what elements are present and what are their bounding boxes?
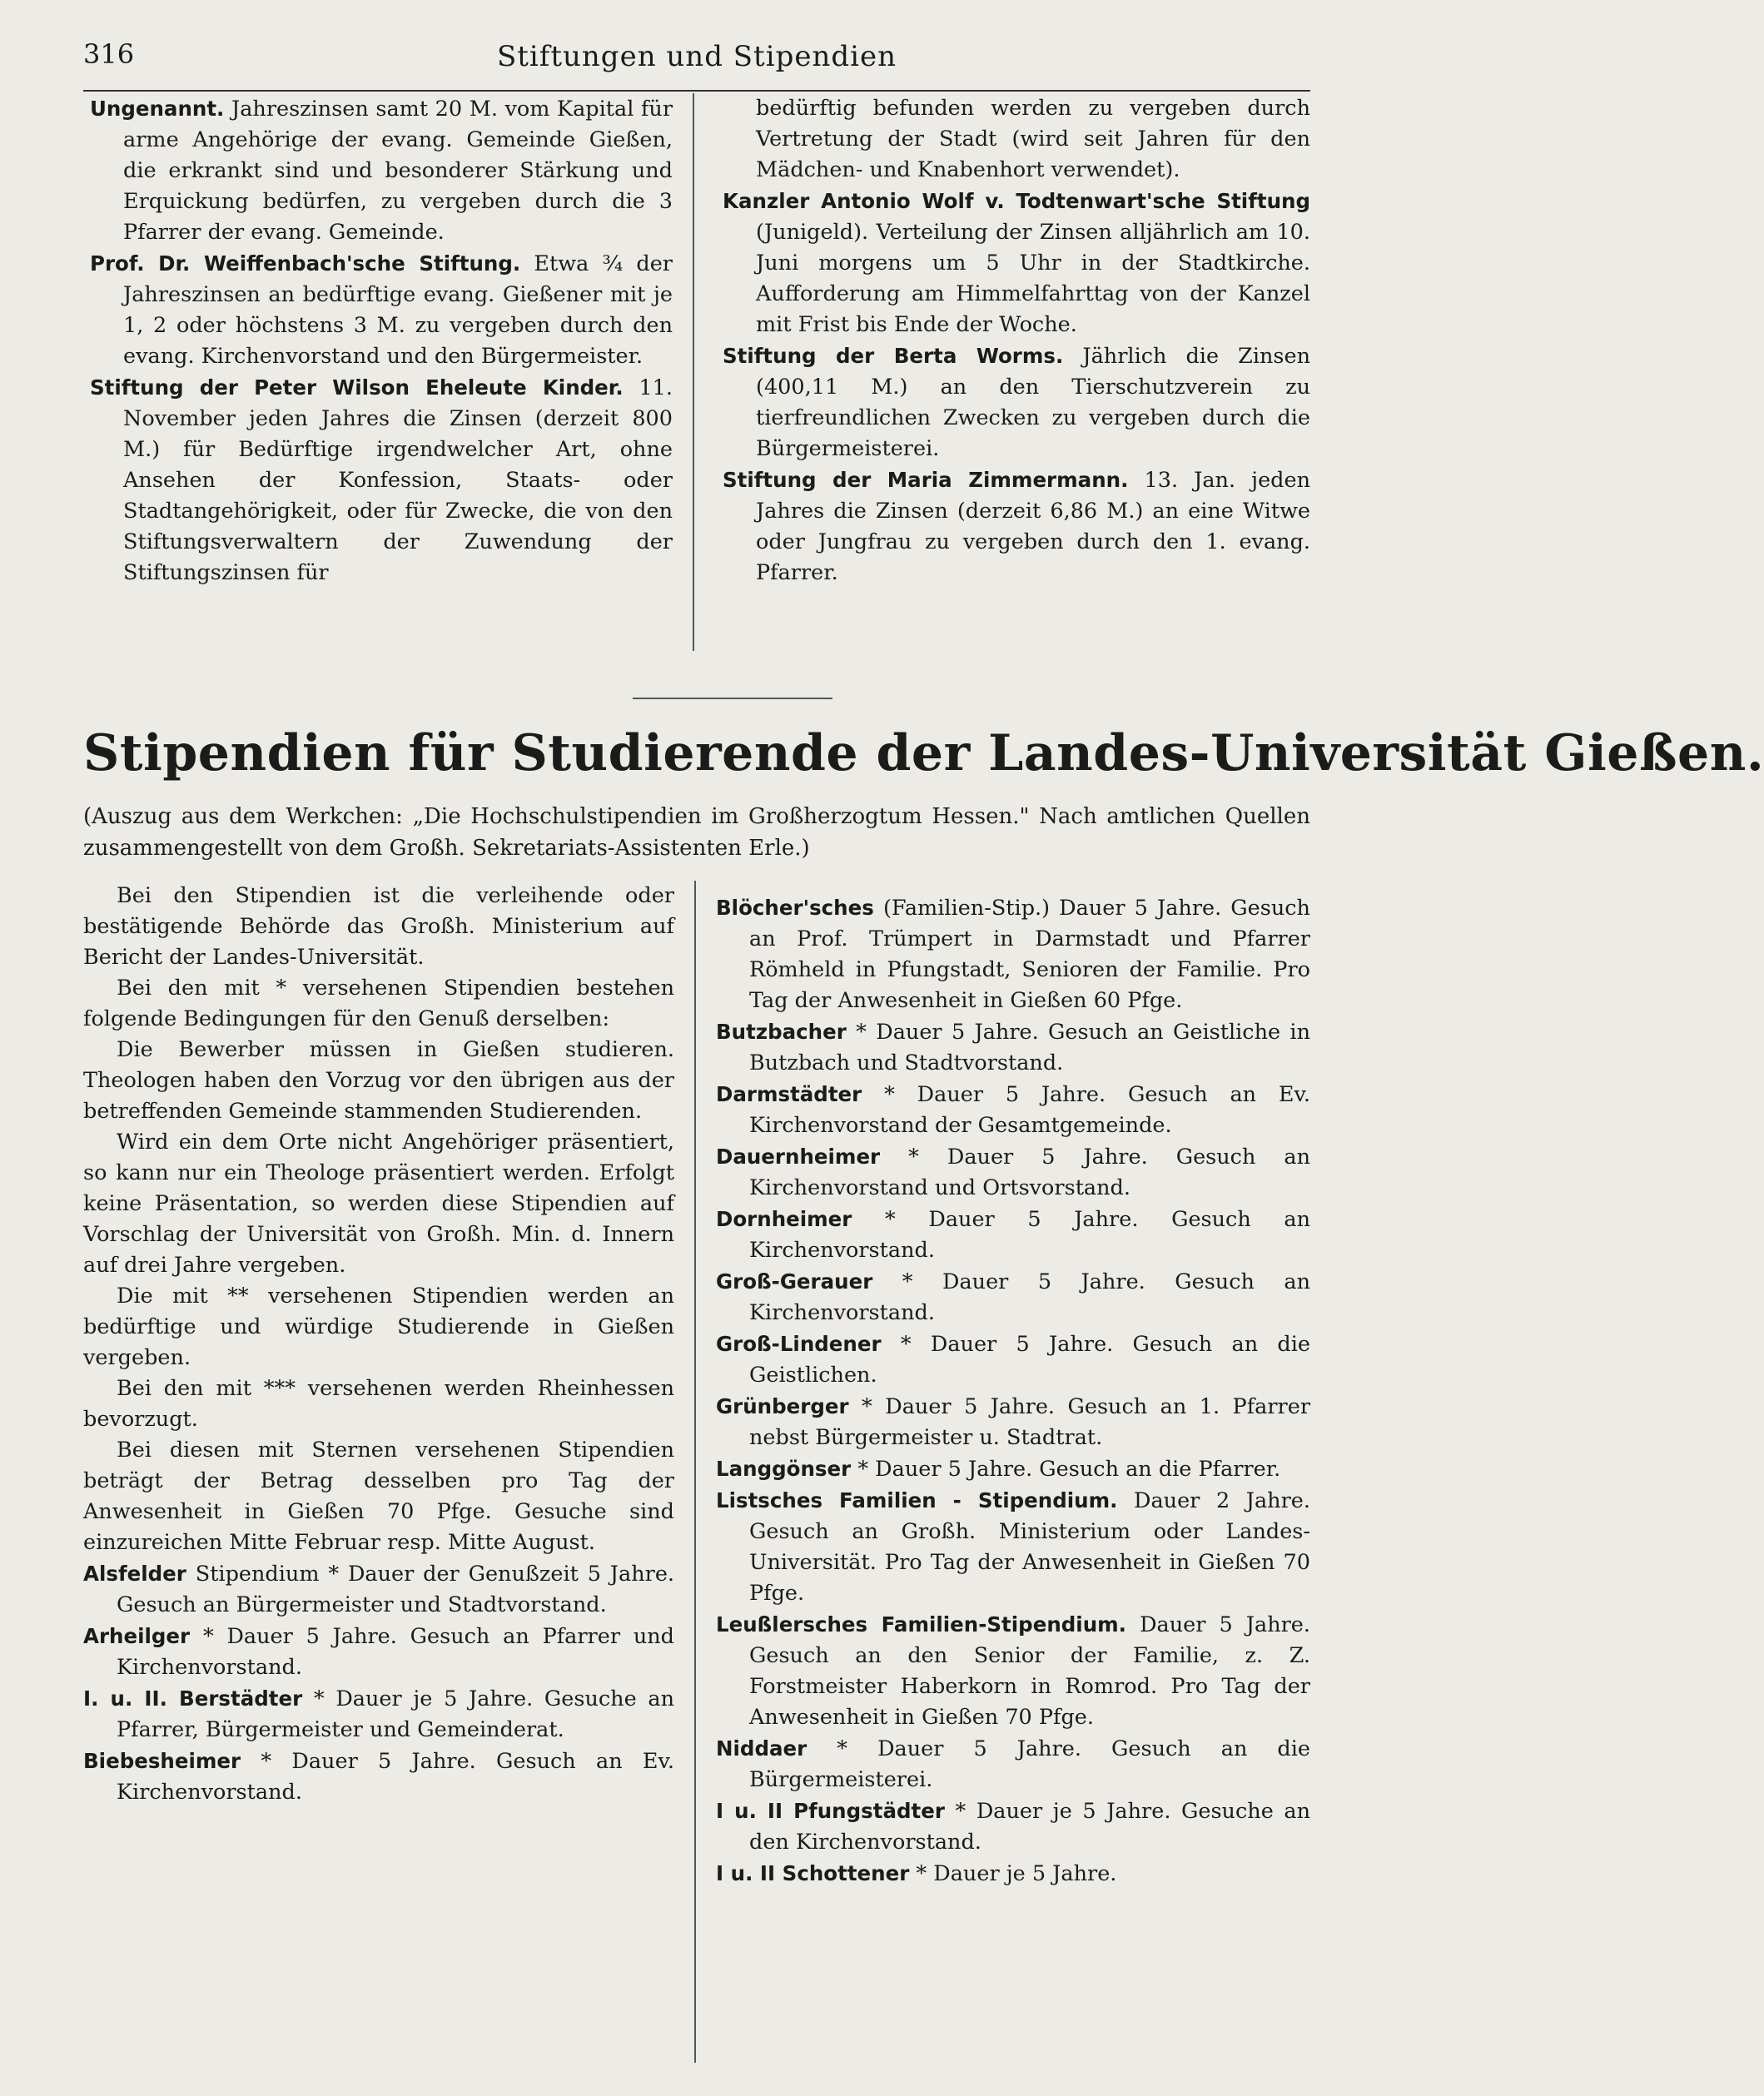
conditions-paragraphs: [83, 881, 674, 1558]
entry-name: Stiftung der Berta Worms.: [723, 344, 1064, 368]
entry-text: * Dauer je 5 Jahre.: [916, 1861, 1117, 1886]
entry-name: Dornheimer: [716, 1207, 852, 1231]
stipend-entry: [716, 1016, 1310, 1079]
stipend-entry: [716, 1796, 1310, 1858]
entry-name: I u. II Schottener: [716, 1861, 910, 1885]
stipend-entry: [716, 1329, 1310, 1391]
entry-text: Jährlich die Zinsen (400,11 M.) an den Tierschutzverein zu tierfreundlichen Zwecken zu vergeben durch die Bürgermeisterei.: [756, 344, 1310, 461]
entry-text: * Dauer 5 Jahre. Gesuch an Ev. Kirchenvorstand.: [117, 1749, 674, 1805]
entry-text: * Dauer 5 Jahre. Gesuch an Ev. Kirchenvorstand der Gesamtgemeinde.: [749, 1082, 1310, 1138]
foundation-entry: [90, 372, 673, 589]
stipend-entry: [83, 1746, 674, 1808]
entry-name: Langgönser: [716, 1457, 852, 1481]
entry-text: * Dauer 5 Jahre. Gesuch an Kirchenvorstand.: [749, 1207, 1310, 1263]
entry-text: * Dauer 5 Jahre. Gesuch an die Pfarrer.: [857, 1457, 1281, 1482]
entry-name: Listsches Familien - Stipendium.: [716, 1488, 1118, 1512]
entry-name: Prof. Dr. Weiffenbach'sche Stiftung.: [90, 251, 521, 276]
entry-name: Blöcher'sches: [716, 896, 874, 920]
foundation-entry: [90, 248, 673, 372]
stipend-entry: [716, 1204, 1310, 1266]
foundation-entry: [723, 186, 1310, 340]
entry-text: 11. November jeden Jahres die Zinsen (derzeit 800 M.) für Bedürftige irgendwelcher Art, ohne Ansehen der Konfession, Staats- oder Stadtangehörigkeit, oder für Zwecke, die von den Stiftungsverwaltern der Zuwendung der Stiftungszinsen für: [123, 375, 673, 585]
entry-name: I. u. II. Berstädter: [83, 1686, 303, 1711]
condition-paragraph: Die Bewerber müssen in Gießen studieren. Theologen haben den Vorzug vor den übrigen aus der betreffenden Gemeinde stammenden Studierenden.: [83, 1037, 674, 1124]
section-excerpt: [83, 801, 1310, 864]
stipend-entry: [716, 1858, 1310, 1890]
entry-name: Arheilger: [83, 1624, 191, 1648]
stipend-entry: [83, 1558, 674, 1621]
entry-text: * Dauer 5 Jahre. Gesuch an Geistliche in Butzbach und Stadtvorstand.: [749, 1020, 1310, 1075]
entry-text: 13. Jan. jeden Jahres die Zinsen (derzeit 6,86 M.) an eine Witwe oder Jungfrau zu vergeben durch den 1. evang. Pfarrer.: [756, 468, 1311, 585]
stipend-entry: [716, 1609, 1310, 1733]
entry-text: * Dauer 5 Jahre. Gesuch an die Geistlichen.: [749, 1332, 1310, 1388]
entry-name: Niddaer: [716, 1736, 807, 1761]
entry-name: I u. II Pfungstädter: [716, 1799, 945, 1823]
entry-name: Alsfelder: [83, 1562, 186, 1586]
stipend-entry: [716, 1453, 1310, 1485]
entry-name: Groß-Lindener: [716, 1332, 882, 1356]
entry-name: Darmstädter: [716, 1082, 862, 1106]
stipend-entry: [716, 1733, 1310, 1796]
entry-name: Stiftung der Peter Wilson Eheleute Kinder.: [90, 375, 624, 400]
entry-name: Stiftung der Maria Zimmermann.: [723, 468, 1129, 492]
foundation-entry: [723, 93, 1310, 186]
entry-text: Jahreszinsen samt 20 M. vom Kapital für arme Angehörige der evang. Gemeinde Gießen, die erkrankt sind und besonderer Stärkung und Erquickung bedürfen, zu vergeben durch die 3 Pfarrer der evang. Gemeinde.: [123, 97, 673, 245]
stipend-entry: [716, 1485, 1310, 1609]
running-title: Stiftungen und Stipendien: [496, 40, 897, 73]
column-divider: [694, 881, 696, 2063]
foundation-entry: [723, 340, 1310, 464]
page-number: 316: [83, 38, 135, 70]
section-title: Stipendien für Studierende der Landes-Universität Gießen.: [83, 724, 1764, 782]
condition-paragraph: Wird ein dem Orte nicht Angehöriger präsentiert, so kann nur ein Theologe präsentiert werden. Erfolgt keine Präsentation, so werden diese Stipendien auf Vorschlag der Universität von Großh. Min. d. Innern auf drei Jahre vergeben.: [83, 1130, 674, 1278]
stipend-entry: [716, 1079, 1310, 1141]
stipend-entry: [716, 892, 1310, 1016]
section-rule: [633, 698, 832, 699]
entry-name: Butzbacher: [716, 1020, 847, 1044]
column-divider: [693, 93, 694, 651]
entry-name: Biebesheimer: [83, 1749, 241, 1773]
top-right-column: [723, 93, 1310, 589]
condition-paragraph: Bei den Stipendien ist die verleihende oder bestätigende Behörde das Großh. Ministerium auf Bericht der Landes-Universität.: [83, 883, 674, 970]
entry-text: Stipendium * Dauer der Genußzeit 5 Jahre. Gesuch an Bürgermeister und Stadtvorstand.: [117, 1562, 675, 1617]
condition-paragraph: Die mit ** versehenen Stipendien werden an bedürftige und würdige Studierende in Gießen vergeben.: [83, 1284, 674, 1370]
entry-text: bedürftig befunden werden zu vergeben durch Vertretung der Stadt (wird seit Jahren für den Mädchen- und Knabenhort verwendet).: [756, 96, 1310, 182]
entry-name: Ungenannt.: [90, 97, 225, 121]
entry-text: * Dauer 5 Jahre. Gesuch an die Bürgermeisterei.: [749, 1736, 1310, 1792]
stipend-entry: [716, 1141, 1310, 1204]
condition-paragraph: Bei den mit * versehenen Stipendien bestehen folgende Bedingungen für den Genuß derselben:: [83, 976, 674, 1031]
entry-text: * Dauer 5 Jahre. Gesuch an Kirchenvorstand.: [749, 1269, 1311, 1325]
entry-text: Etwa ¾ der Jahreszinsen an bedürftige evang. Gießener mit je 1, 2 oder höchstens 3 M. zu vergeben durch den evang. Kirchenvorstand und den Bürgermeister.: [123, 251, 673, 369]
entry-name: Groß-Gerauer: [716, 1269, 873, 1294]
foundation-entry: [90, 93, 673, 248]
stipend-list-left: [83, 1558, 674, 1808]
stipend-list-right: [716, 892, 1310, 1890]
page-header: [83, 33, 1310, 92]
condition-paragraph: Bei diesen mit Sternen versehenen Stipendien beträgt der Betrag desselben pro Tag der Anwesenheit in Gießen 70 Pfge. Gesuche sind einzureichen Mitte Februar resp. Mitte August.: [83, 1438, 674, 1555]
entry-name: Leußlersches Familien-Stipendium.: [716, 1612, 1126, 1637]
entry-name: Kanzler Antonio Wolf v. Todtenwart'sche Stiftung: [723, 189, 1310, 213]
entry-text: Dauer 2 Jahre. Gesuch an Großh. Ministerium oder Landes-Universität. Pro Tag der Anwesenheit in Gießen 70 Pfge.: [749, 1488, 1310, 1606]
entry-text: * Dauer je 5 Jahre. Gesuche an Pfarrer, Bürgermeister und Gemeinderat.: [117, 1686, 674, 1742]
stipend-entry: [716, 1266, 1310, 1329]
entry-name: Dauernheimer: [716, 1145, 881, 1169]
foundation-entry: [723, 464, 1310, 589]
entry-text: * Dauer je 5 Jahre. Gesuche an den Kirchenvorstand.: [749, 1799, 1310, 1855]
stipend-entry: [83, 1683, 674, 1746]
entry-text: (Junigeld). Verteilung der Zinsen alljährlich am 10. Juni morgens um 5 Uhr in der Stadtkirche. Aufforderung am Himmelfahrttag von der Kanzel mit Frist bis Ende der Woche.: [756, 220, 1310, 337]
top-left-column: [90, 93, 673, 589]
entry-name: Grünberger: [716, 1394, 849, 1418]
stipend-entry: [83, 1621, 674, 1683]
entry-text: Dauer 5 Jahre. Gesuch an den Senior der Familie, z. Z. Forstmeister Haberkorn in Romrod. Pro Tag der Anwesenheit in Gießen 70 Pfge.: [749, 1612, 1311, 1730]
bottom-left-column: [83, 881, 674, 1808]
entry-text: * Dauer 5 Jahre. Gesuch an Kirchenvorstand und Ortsvorstand.: [749, 1145, 1310, 1200]
entry-text: (Familien-Stip.) Dauer 5 Jahre. Gesuch an Prof. Trümpert in Darmstadt und Pfarrer Römheld in Pfungstadt, Senioren der Familie. Pro Tag der Anwesenheit in Gießen 60 Pfge.: [749, 896, 1310, 1013]
excerpt-text: (Auszug aus dem Werkchen: „Die Hochschulstipendien im Großherzogtum Hessen." Nach amtlichen Quellen zusammengestellt von dem Großh. Sekretariats-Assistenten Erle.): [83, 804, 1310, 861]
entry-text: * Dauer 5 Jahre. Gesuch an Pfarrer und Kirchenvorstand.: [117, 1624, 674, 1680]
entry-text: * Dauer 5 Jahre. Gesuch an 1. Pfarrer nebst Bürgermeister u. Stadtrat.: [749, 1394, 1311, 1450]
stipend-entry: [716, 1391, 1310, 1453]
condition-paragraph: Bei den mit *** versehenen werden Rheinhessen bevorzugt.: [83, 1376, 674, 1432]
